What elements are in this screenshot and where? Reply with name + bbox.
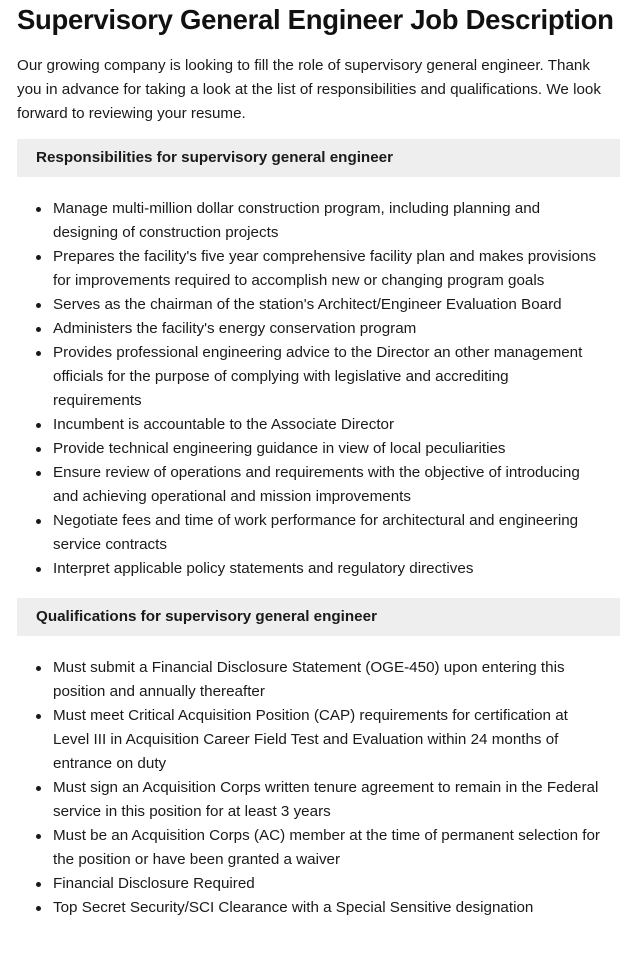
list-item-text: Serves as the chairman of the station's Architect/Engineer Evaluation Board xyxy=(53,296,562,313)
list-item xyxy=(17,317,620,341)
bullet-icon xyxy=(36,714,41,719)
list-item-text: Financial Disclosure Required xyxy=(53,875,255,892)
responsibilities-heading: Responsibilities for supervisory general engineer xyxy=(17,139,620,177)
bullet-icon xyxy=(36,906,41,911)
list-item xyxy=(17,197,620,245)
list-item xyxy=(17,293,620,317)
bullet-icon xyxy=(36,303,41,308)
list-item xyxy=(17,341,620,413)
list-item-text: Incumbent is accountable to the Associate Director xyxy=(53,416,395,433)
page-title: Supervisory General Engineer Job Description xyxy=(17,4,614,35)
list-item-text: Interpret applicable policy statements and regulatory directives xyxy=(53,560,474,577)
bullet-icon xyxy=(36,882,41,887)
list-item-text: Provide technical engineering guidance in view of local peculiarities xyxy=(53,440,506,457)
intro-paragraph: Our growing company is looking to fill the role of supervisory general engineer. Thank you in advance for taking a look at the list of responsibilities and qualifications. We look forward to reviewing your resume. xyxy=(17,57,601,122)
list-item-text: Manage multi-million dollar construction program, including planning and designing of construction projects xyxy=(53,200,541,241)
bullet-icon xyxy=(36,423,41,428)
list-item-text: Ensure review of operations and requirements with the objective of introducing and achieving operational and mission improvements xyxy=(53,464,580,505)
bullet-icon xyxy=(36,447,41,452)
list-item-text: Provides professional engineering advice to the Director an other management officials for the purpose of complying with legislative and accrediting requirements xyxy=(53,344,583,409)
list-item xyxy=(17,704,620,776)
responsibilities-list xyxy=(17,197,620,581)
list-item xyxy=(17,656,620,704)
list-item-text: Must meet Critical Acquisition Position (CAP) requirements for certification at Level III in Acquisition Career Field Test and Evaluation within 24 months of entrance on duty xyxy=(53,707,568,772)
bullet-icon xyxy=(36,327,41,332)
list-item xyxy=(17,557,620,581)
list-item xyxy=(17,872,620,896)
bullet-icon xyxy=(36,255,41,260)
list-item-text: Must sign an Acquisition Corps written tenure agreement to remain in the Federal service in this position for at least 3 years xyxy=(53,779,599,820)
qualifications-heading: Qualifications for supervisory general engineer xyxy=(17,598,620,636)
list-item-text: Prepares the facility's five year comprehensive facility plan and makes provisions for improvements required to accomplish new or changing program goals xyxy=(53,248,597,289)
list-item xyxy=(17,824,620,872)
bullet-icon xyxy=(36,519,41,524)
list-item xyxy=(17,461,620,509)
list-item xyxy=(17,509,620,557)
qualifications-list xyxy=(17,656,620,920)
list-item xyxy=(17,413,620,437)
bullet-icon xyxy=(36,567,41,572)
list-item xyxy=(17,437,620,461)
list-item-text: Must be an Acquisition Corps (AC) member at the time of permanent selection for the position or have been granted a waiver xyxy=(53,827,600,868)
bullet-icon xyxy=(36,834,41,839)
bullet-icon xyxy=(36,786,41,791)
bullet-icon xyxy=(36,351,41,356)
list-item xyxy=(17,896,620,920)
bullet-icon xyxy=(36,471,41,476)
list-item-text: Negotiate fees and time of work performance for architectural and engineering service contracts xyxy=(53,512,579,553)
list-item-text: Must submit a Financial Disclosure Statement (OGE-450) upon entering this position and annually thereafter xyxy=(53,659,565,700)
list-item xyxy=(17,776,620,824)
list-item-text: Administers the facility's energy conservation program xyxy=(53,320,417,337)
list-item xyxy=(17,245,620,293)
list-item-text: Top Secret Security/SCI Clearance with a Special Sensitive designation xyxy=(53,899,534,916)
bullet-icon xyxy=(36,207,41,212)
bullet-icon xyxy=(36,666,41,671)
